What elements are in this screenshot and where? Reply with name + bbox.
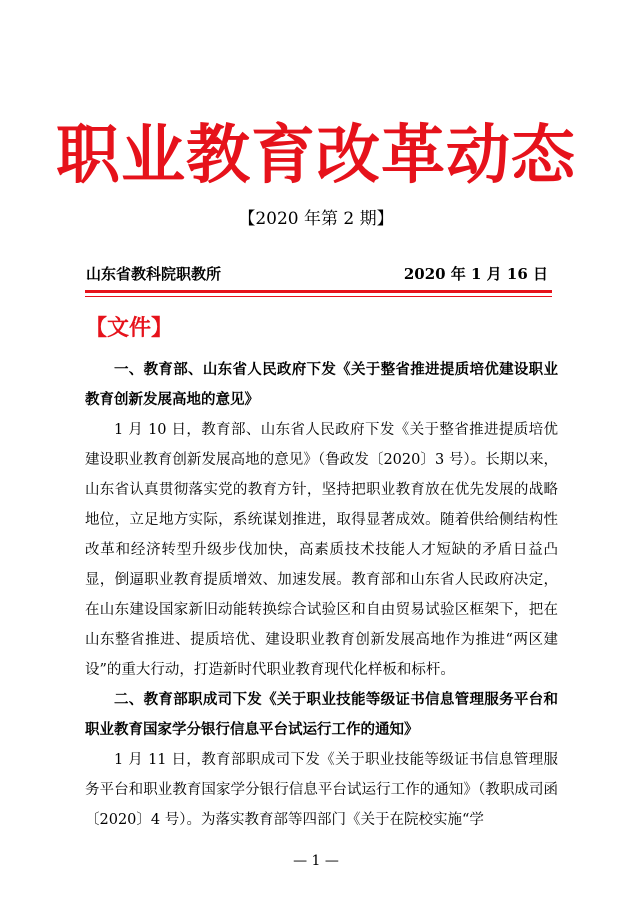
publication-date: 2020 年 1 月 16 日 (403, 265, 548, 283)
article-heading: 二、教育部职成司下发《关于职业技能等级证书信息管理服务平台和职业教育国家学分银行信息平台试运行工作的通知》 (85, 691, 558, 738)
article-heading: 一、教育部、山东省人民政府下发《关于整省推进提质培优建设职业教育创新发展高地的意见》 (85, 361, 558, 408)
article-paragraph: 1 月 10 日，教育部、山东省人民政府下发《关于整省推进提质培优建设职业教育创新发展高地的意见》（鲁政发〔2020〕3 号）。长期以来，山东省认真贯彻落实党的教育方针，坚持把职业教育放在优先发展的战略地位，立足地方实际，系统谋划推进，取得显著成效。随着供给侧结构性改革和经济转型升级步伐加快，高素质技术技能人才短缺的矛盾日益凸显，倒逼职业教育提质增效、加速发展。教育部和山东省人民政府决定，在山东建设国家新旧动能转换综合试验区和自由贸易试验区框架下，把在山东整省推进、提质培优、建设职业教育创新发展高地作为推进“两区建设”的重大行动，打造新时代职业教育现代化样板和标杆。 (85, 422, 558, 678)
header-divider-thin (85, 296, 552, 297)
issue-number: 【2020 年第 2 期】 (238, 209, 394, 229)
publisher-name: 山东省教科院职教所 (86, 265, 222, 283)
header-divider-thick (85, 290, 552, 293)
page-number: — 1 — (293, 853, 339, 869)
document-body (85, 355, 558, 835)
publication-meta (86, 262, 548, 286)
article-paragraph: 1 月 11 日，教育部职成司下发《关于职业技能等级证书信息管理服务平台和职业教育国家学分银行信息平台试运行工作的通知》（教职成司函〔2020〕4 号）。为落实教育部等四部门《关于在院校实施“学 (85, 752, 558, 828)
masthead-title: 职业教育改革动态 (56, 118, 576, 193)
section-label: 【文件】 (85, 316, 174, 341)
